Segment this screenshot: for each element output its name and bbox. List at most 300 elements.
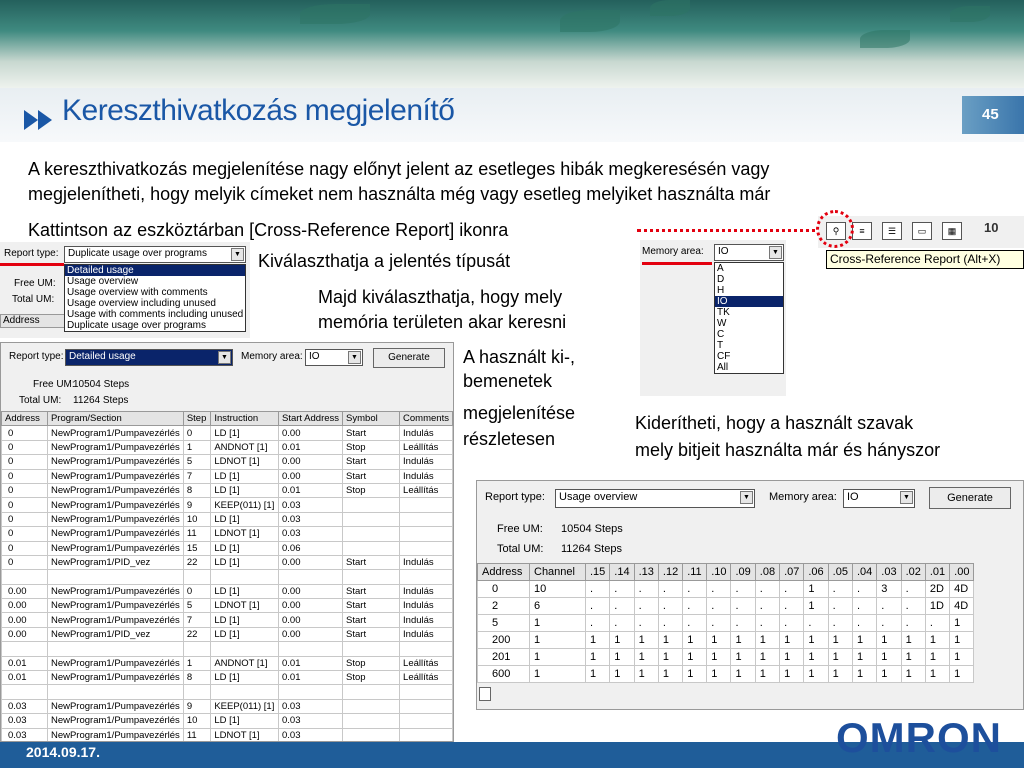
- table-cell: 1: [780, 632, 804, 649]
- table-cell: NewProgram1/Pumpavezérlés: [47, 440, 183, 454]
- table-cell: [2, 642, 48, 656]
- memory-area-select[interactable]: [843, 489, 915, 508]
- table-header-row: [478, 564, 974, 581]
- table-cell: [400, 541, 453, 555]
- table-cell: [47, 570, 183, 584]
- table-cell: NewProgram1/Pumpavezérlés: [47, 613, 183, 627]
- slide-date: 2014.09.17.: [26, 744, 100, 760]
- table-cell: [47, 685, 183, 699]
- memory-area-label: Memory area:: [241, 351, 303, 362]
- table-cell: [400, 728, 453, 742]
- table-cell: Indulás: [400, 555, 453, 569]
- table-cell: [279, 642, 343, 656]
- option[interactable]: Duplicate usage over programs: [67, 320, 206, 331]
- table-cell: 7: [183, 469, 211, 483]
- table-cell: 11: [183, 527, 211, 541]
- table-cell: 0.01: [279, 483, 343, 497]
- column-header[interactable]: .04: [852, 564, 876, 581]
- table-row[interactable]: [2, 469, 453, 483]
- table-row[interactable]: [2, 613, 453, 627]
- table-cell: Start: [343, 426, 400, 440]
- list-icon[interactable]: ☰: [882, 222, 902, 240]
- table-row[interactable]: [2, 714, 453, 728]
- column-header[interactable]: .15: [586, 564, 610, 581]
- table-cell: .: [586, 581, 610, 598]
- column-header[interactable]: Address: [478, 564, 530, 581]
- table-cell: .: [901, 598, 925, 615]
- column-header[interactable]: .09: [731, 564, 755, 581]
- table-cell: 1: [683, 666, 707, 683]
- table-cell: .: [658, 598, 682, 615]
- memory-area-value: IO: [718, 246, 729, 257]
- table-cell: LD [1]: [211, 541, 279, 555]
- table-cell: .: [901, 581, 925, 598]
- table-cell: 9: [183, 699, 211, 713]
- table-cell: NewProgram1/Pumpavezérlés: [47, 584, 183, 598]
- table-cell: 1: [780, 666, 804, 683]
- counter-icon[interactable]: 10: [984, 220, 999, 235]
- table-cell: 0.01: [279, 671, 343, 685]
- table-cell: [183, 685, 211, 699]
- table-cell: [343, 699, 400, 713]
- memory-area-label: Memory area:: [642, 246, 704, 257]
- table-cell: 1: [707, 632, 731, 649]
- table-cell: [400, 699, 453, 713]
- table-cell: [183, 570, 211, 584]
- table-row[interactable]: [478, 666, 974, 683]
- table-row[interactable]: [478, 632, 974, 649]
- table-row[interactable]: [2, 599, 453, 613]
- free-um-label: Free UM:: [33, 379, 75, 390]
- column-header[interactable]: .13: [634, 564, 658, 581]
- address-header: Address: [0, 314, 66, 328]
- table-cell: [400, 642, 453, 656]
- table-cell: 1: [634, 666, 658, 683]
- table-cell: 0: [183, 426, 211, 440]
- option[interactable]: Usage with comments including unused: [67, 309, 244, 320]
- report-type-select[interactable]: [65, 349, 233, 366]
- option[interactable]: D: [717, 274, 725, 285]
- table-cell: .: [828, 615, 852, 632]
- option[interactable]: Usage overview: [67, 276, 139, 287]
- table-cell: NewProgram1/Pumpavezérlés: [47, 728, 183, 742]
- table-row[interactable]: [2, 728, 453, 742]
- chevron-down-icon[interactable]: ▼: [231, 248, 244, 261]
- table-cell: [400, 512, 453, 526]
- table-cell: [343, 642, 400, 656]
- table-cell: [279, 570, 343, 584]
- table-cell: .: [707, 615, 731, 632]
- table-cell: [400, 570, 453, 584]
- table-cell: 5: [478, 615, 530, 632]
- table-cell: 10: [183, 512, 211, 526]
- table-cell: 3: [877, 581, 901, 598]
- table-row[interactable]: [2, 656, 453, 670]
- table-cell: LD [1]: [211, 483, 279, 497]
- table-cell: 1: [183, 656, 211, 670]
- free-um-label: Free UM:: [14, 278, 56, 289]
- table-cell: 1: [877, 632, 901, 649]
- report-type-value: Duplicate usage over programs: [68, 248, 207, 259]
- table-cell: 1: [901, 666, 925, 683]
- table-cell: 0.01: [2, 656, 48, 670]
- memory-area-options[interactable]: [714, 262, 784, 374]
- table-cell: 1: [950, 666, 974, 683]
- table-cell: .: [828, 598, 852, 615]
- table-cell: .: [804, 615, 828, 632]
- column-header[interactable]: Symbol: [343, 412, 400, 426]
- column-header[interactable]: .06: [804, 564, 828, 581]
- table-cell: NewProgram1/Pumpavezérlés: [47, 455, 183, 469]
- table-cell: NewProgram1/Pumpavezérlés: [47, 714, 183, 728]
- table-cell: .: [707, 581, 731, 598]
- option[interactable]: Usage overview with comments: [67, 287, 208, 298]
- table-cell: 1: [683, 632, 707, 649]
- table-cell: 1: [852, 666, 876, 683]
- table-cell: LDNOT [1]: [211, 455, 279, 469]
- chevron-down-icon[interactable]: ▼: [740, 491, 753, 504]
- table-cell: [2, 570, 48, 584]
- option[interactable]: H: [717, 285, 725, 296]
- table-cell: 1: [610, 632, 634, 649]
- total-um-label: Total UM:: [497, 543, 544, 555]
- table-cell: 0: [478, 581, 530, 598]
- column-header[interactable]: .01: [925, 564, 949, 581]
- table-cell: 200: [478, 632, 530, 649]
- note-bits-1: Kiderítheti, hogy a használt szavak: [635, 413, 914, 433]
- generate-button[interactable]: Generate: [373, 348, 445, 368]
- option[interactable]: TK: [717, 307, 730, 318]
- table-cell: NewProgram1/Pumpavezérlés: [47, 599, 183, 613]
- table-cell: 1: [780, 649, 804, 666]
- table-cell: 1: [183, 440, 211, 454]
- column-header[interactable]: Comments: [400, 412, 453, 426]
- table-cell: 6: [530, 598, 586, 615]
- table-cell: 0: [2, 512, 48, 526]
- intro-line-2: megjelenítheti, hogy melyik címeket nem használta még vagy esetleg melyiket használta már: [28, 184, 771, 204]
- table-cell: 1: [804, 598, 828, 615]
- table-cell: 1: [530, 666, 586, 683]
- table-cell: 0: [2, 469, 48, 483]
- table-cell: [47, 642, 183, 656]
- table-cell: [343, 714, 400, 728]
- table-cell: 22: [183, 555, 211, 569]
- table-cell: LD [1]: [211, 714, 279, 728]
- table-row[interactable]: [478, 615, 974, 632]
- column-header[interactable]: Instruction: [211, 412, 279, 426]
- table-cell: 8: [183, 671, 211, 685]
- table-cell: 0.00: [279, 599, 343, 613]
- table-cell: 1: [634, 649, 658, 666]
- table-cell: 0.00: [279, 555, 343, 569]
- table-cell: [400, 685, 453, 699]
- io-table-icon[interactable]: ▦: [942, 222, 962, 240]
- table-cell: [211, 642, 279, 656]
- table-cell: LD [1]: [211, 613, 279, 627]
- table-cell: .: [610, 581, 634, 598]
- table-cell: 1: [828, 632, 852, 649]
- option[interactable]: IO: [715, 296, 783, 307]
- column-header[interactable]: .12: [658, 564, 682, 581]
- option[interactable]: Detailed usage: [65, 265, 245, 276]
- column-header[interactable]: .11: [683, 564, 707, 581]
- report-type-options[interactable]: [64, 264, 246, 332]
- column-header[interactable]: .03: [877, 564, 901, 581]
- report-type-select[interactable]: [555, 489, 755, 508]
- note-used-2: bemenetek: [463, 371, 553, 391]
- option[interactable]: C: [717, 329, 725, 340]
- table-cell: 1: [586, 632, 610, 649]
- table-cell: Start: [343, 613, 400, 627]
- table-row[interactable]: [2, 699, 453, 713]
- memory-area-label: Memory area:: [769, 491, 837, 503]
- table-cell: 0.03: [2, 728, 48, 742]
- table-cell: 0: [2, 527, 48, 541]
- table-row[interactable]: [2, 440, 453, 454]
- table-cell: Start: [343, 469, 400, 483]
- detailed-usage-table: [1, 411, 453, 742]
- table-cell: 1: [586, 649, 610, 666]
- usage-overview-window: [476, 480, 1024, 710]
- table-cell: Stop: [343, 483, 400, 497]
- table-cell: 1: [925, 649, 949, 666]
- chevron-down-icon[interactable]: ▼: [348, 351, 361, 364]
- table-cell: .: [634, 598, 658, 615]
- table-cell: .: [610, 615, 634, 632]
- table-row[interactable]: [2, 584, 453, 598]
- table-row[interactable]: [2, 671, 453, 685]
- table-cell: ANDNOT [1]: [211, 656, 279, 670]
- table-cell: Stop: [343, 440, 400, 454]
- table-cell: NewProgram1/Pumpavezérlés: [47, 512, 183, 526]
- table-cell: 1: [658, 649, 682, 666]
- table-cell: [183, 642, 211, 656]
- table-cell: .: [683, 598, 707, 615]
- table-cell: NewProgram1/Pumpavezérlés: [47, 527, 183, 541]
- table-cell: 0: [2, 455, 48, 469]
- table-cell: Leállítás: [400, 483, 453, 497]
- table-cell: .: [586, 598, 610, 615]
- table-cell: 0.00: [279, 469, 343, 483]
- column-header[interactable]: .02: [901, 564, 925, 581]
- table-cell: 0.03: [2, 699, 48, 713]
- table-cell: 5: [183, 599, 211, 613]
- table-cell: 1: [755, 649, 779, 666]
- table-cell: LD [1]: [211, 671, 279, 685]
- table-cell: .: [731, 581, 755, 598]
- table-cell: Indulás: [400, 455, 453, 469]
- table-cell: .: [707, 598, 731, 615]
- option[interactable]: A: [717, 263, 724, 274]
- table-cell: 0.00: [2, 613, 48, 627]
- table-cell: 1: [828, 666, 852, 683]
- report-type-select[interactable]: [64, 246, 246, 263]
- table-row[interactable]: [478, 649, 974, 666]
- column-header[interactable]: Address: [2, 412, 48, 426]
- column-header[interactable]: Start Address: [279, 412, 343, 426]
- table-cell: 0: [2, 483, 48, 497]
- table-cell: 1: [658, 666, 682, 683]
- chevron-down-icon[interactable]: ▼: [900, 491, 913, 504]
- window-icon[interactable]: ▭: [912, 222, 932, 240]
- option[interactable]: All: [717, 362, 729, 373]
- toolbar-tooltip: Cross-Reference Report (Alt+X): [826, 250, 1024, 269]
- memory-area-select[interactable]: [714, 244, 784, 261]
- table-cell: 1: [852, 632, 876, 649]
- table-cell: KEEP(011) [1]: [211, 699, 279, 713]
- table-cell: [400, 714, 453, 728]
- table-cell: .: [780, 615, 804, 632]
- chevron-down-icon[interactable]: ▼: [769, 246, 782, 259]
- table-cell: 1: [925, 632, 949, 649]
- table-cell: Indulás: [400, 599, 453, 613]
- note-used-3: megjelenítése: [463, 403, 576, 423]
- pointer-dotted-line: [637, 229, 823, 232]
- report-type-value: Detailed usage: [69, 351, 136, 362]
- table-cell: Indulás: [400, 584, 453, 598]
- table-cell: 1D: [925, 598, 949, 615]
- table-cell: 22: [183, 627, 211, 641]
- table-cell: NewProgram1/Pumpavezérlés: [47, 699, 183, 713]
- table-cell: 0.03: [279, 498, 343, 512]
- column-header[interactable]: .05: [828, 564, 852, 581]
- table-cell: 0.00: [279, 584, 343, 598]
- total-um-value: 11264 Steps: [561, 543, 622, 555]
- table-row[interactable]: [2, 527, 453, 541]
- table-cell: Stop: [343, 656, 400, 670]
- memory-area-select[interactable]: [305, 349, 363, 366]
- table-cell: NewProgram1/Pumpavezérlés: [47, 656, 183, 670]
- generate-button[interactable]: Generate: [929, 487, 1011, 509]
- table-cell: 1: [610, 649, 634, 666]
- table-row[interactable]: [2, 541, 453, 555]
- table-cell: NewProgram1/Pumpavezérlés: [47, 498, 183, 512]
- table-cell: 7: [183, 613, 211, 627]
- table-cell: LD [1]: [211, 627, 279, 641]
- table-cell: [279, 685, 343, 699]
- table-cell: .: [731, 598, 755, 615]
- table-cell: LD [1]: [211, 426, 279, 440]
- table-row[interactable]: [2, 555, 453, 569]
- table-row[interactable]: [2, 642, 453, 656]
- table-cell: 0.00: [2, 599, 48, 613]
- table-cell: .: [658, 615, 682, 632]
- table-cell: 0: [183, 584, 211, 598]
- table-cell: Start: [343, 599, 400, 613]
- column-header[interactable]: .14: [610, 564, 634, 581]
- report-type-dialog: [0, 242, 250, 338]
- column-header[interactable]: Step: [183, 412, 211, 426]
- table-cell: 1: [877, 649, 901, 666]
- table-row[interactable]: [478, 581, 974, 598]
- note-memory-2: memória területen akar keresni: [318, 312, 567, 332]
- table-cell: 1: [658, 632, 682, 649]
- table-cell: .: [877, 598, 901, 615]
- table-cell: 1: [804, 649, 828, 666]
- table-cell: 4D: [950, 598, 974, 615]
- table-cell: .: [731, 615, 755, 632]
- column-header[interactable]: .08: [755, 564, 779, 581]
- table-cell: 0: [2, 426, 48, 440]
- table-cell: Start: [343, 627, 400, 641]
- table-row[interactable]: [2, 570, 453, 584]
- table-cell: LDNOT [1]: [211, 599, 279, 613]
- column-header[interactable]: Channel: [530, 564, 586, 581]
- table-cell: [211, 570, 279, 584]
- table-cell: 1: [731, 632, 755, 649]
- column-header[interactable]: .00: [950, 564, 974, 581]
- free-um-value: 10504 Steps: [73, 379, 130, 390]
- memory-area-value: IO: [309, 351, 320, 362]
- binoculars-icon[interactable]: ⚲: [826, 222, 846, 240]
- table-row[interactable]: [2, 483, 453, 497]
- table-row[interactable]: [2, 455, 453, 469]
- table-row[interactable]: [2, 426, 453, 440]
- table-header-row: [2, 412, 453, 426]
- table-cell: 1: [731, 649, 755, 666]
- table-cell: 201: [478, 649, 530, 666]
- table-cell: 600: [478, 666, 530, 683]
- table-row[interactable]: [2, 498, 453, 512]
- table-cell: 1: [586, 666, 610, 683]
- table-cell: Indulás: [400, 469, 453, 483]
- table-cell: 0.00: [279, 627, 343, 641]
- note-report-type: Kiválaszthatja a jelentés típusát: [258, 251, 511, 271]
- table-cell: NewProgram1/Pumpavezérlés: [47, 483, 183, 497]
- table-cell: 1: [901, 649, 925, 666]
- table-cell: 1: [530, 649, 586, 666]
- total-um-label: Total UM:: [12, 294, 55, 305]
- table-row[interactable]: [2, 512, 453, 526]
- column-header[interactable]: Program/Section: [47, 412, 183, 426]
- table-row[interactable]: [2, 685, 453, 699]
- table-cell: .: [755, 615, 779, 632]
- table-cell: 15: [183, 541, 211, 555]
- table-cell: Start: [343, 584, 400, 598]
- table-cell: 1: [634, 632, 658, 649]
- red-underline: [642, 262, 712, 265]
- table-cell: 0.03: [279, 512, 343, 526]
- instruction-text: Kattintson az eszköztárban [Cross-Reference Report] ikonra: [28, 220, 509, 240]
- option[interactable]: T: [717, 340, 724, 351]
- total-um-value: 11264 Steps: [73, 395, 129, 406]
- table-cell: 0.03: [279, 527, 343, 541]
- table-row[interactable]: [478, 598, 974, 615]
- table-cell: KEEP(011) [1]: [211, 498, 279, 512]
- table-cell: LD [1]: [211, 555, 279, 569]
- chevron-down-icon[interactable]: ▼: [218, 351, 231, 364]
- table-cell: 1: [804, 666, 828, 683]
- table-cell: 1: [950, 615, 974, 632]
- option[interactable]: Usage overview including unused: [67, 298, 216, 309]
- column-header[interactable]: .07: [780, 564, 804, 581]
- table-row[interactable]: [2, 627, 453, 641]
- table-cell: 1: [852, 649, 876, 666]
- option[interactable]: W: [717, 318, 727, 329]
- detailed-usage-window: [0, 342, 454, 742]
- table-cell: [343, 512, 400, 526]
- table-cell: .: [901, 615, 925, 632]
- option[interactable]: CF: [717, 351, 731, 362]
- column-header[interactable]: .10: [707, 564, 731, 581]
- table-cell: 9: [183, 498, 211, 512]
- table-cell: Indulás: [400, 613, 453, 627]
- cross-reference-icon[interactable]: ≡: [852, 222, 872, 240]
- table-cell: 0.03: [279, 728, 343, 742]
- table-cell: 0.00: [279, 426, 343, 440]
- table-cell: 1: [683, 649, 707, 666]
- table-cell: NewProgram1/Pumpavezérlés: [47, 426, 183, 440]
